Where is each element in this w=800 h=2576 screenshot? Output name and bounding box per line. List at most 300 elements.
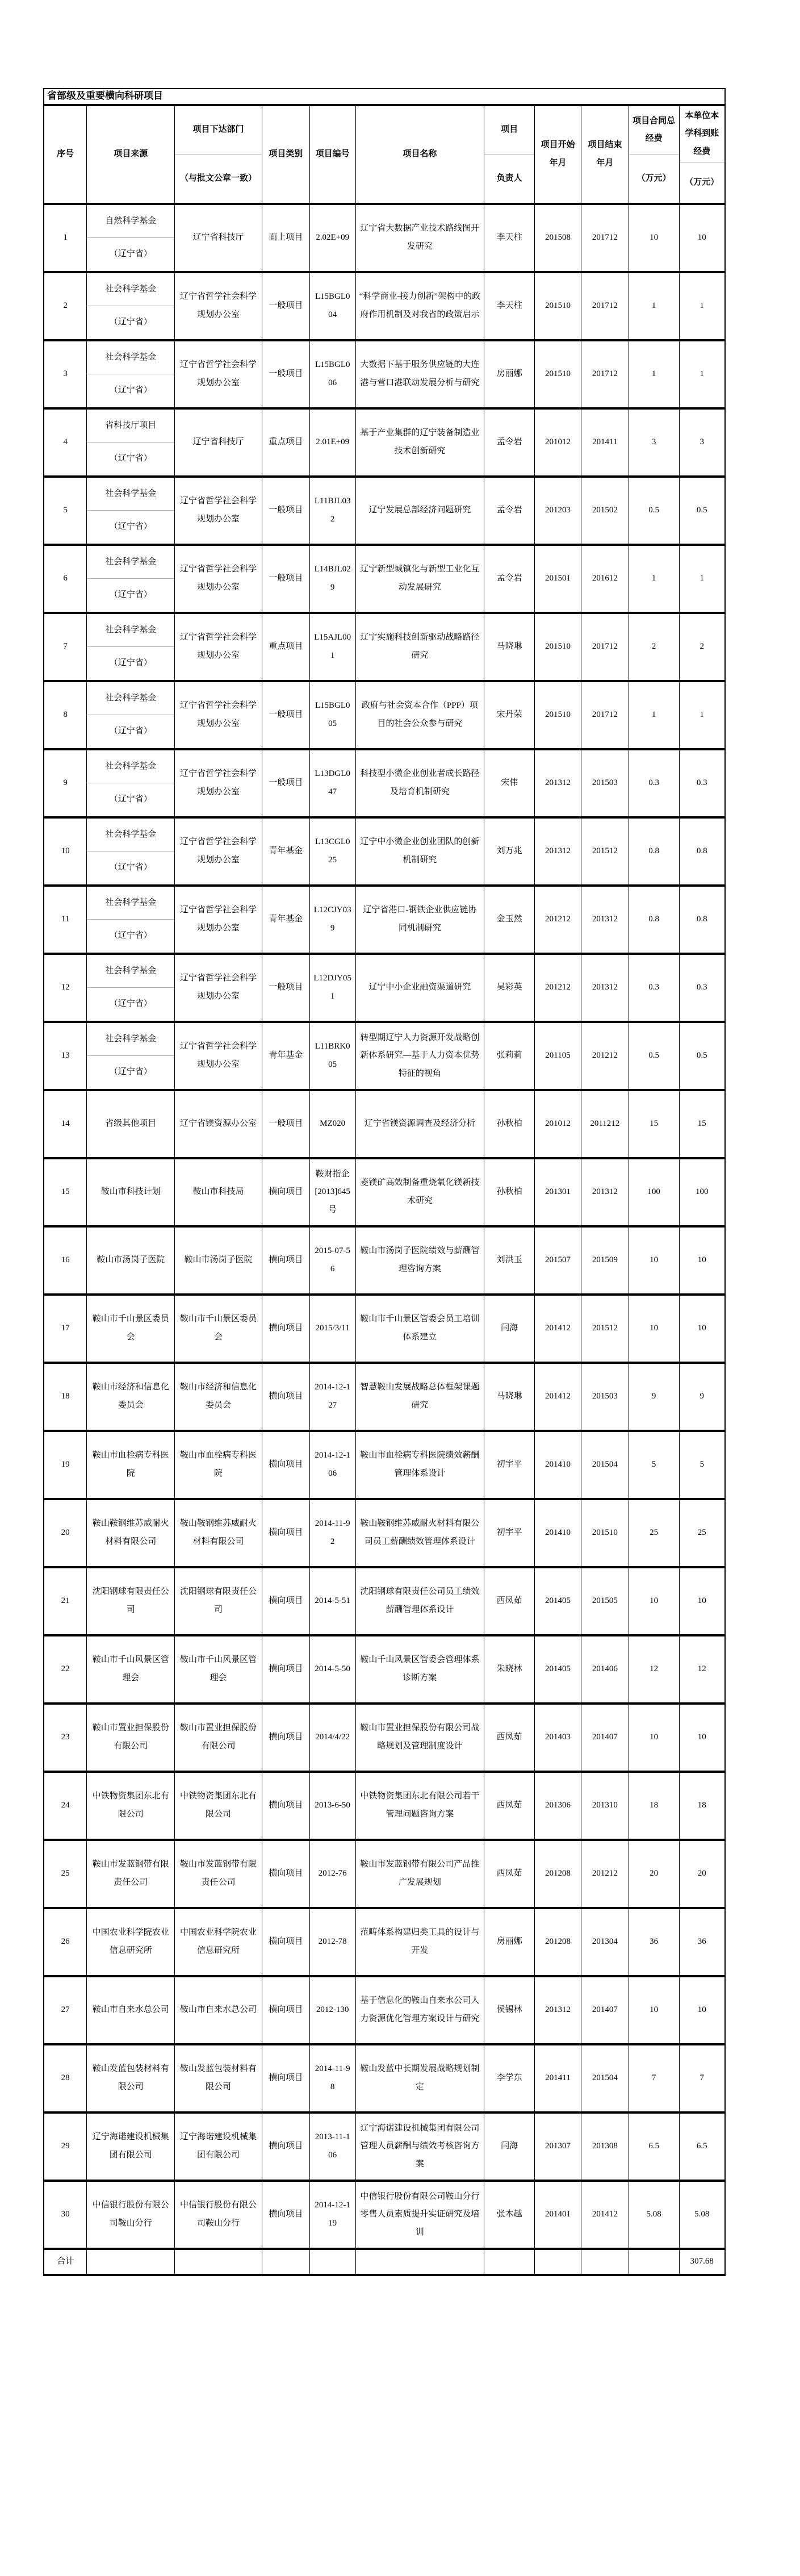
source-line-1: 社会科学基金 xyxy=(105,829,157,839)
cell-number: L13CGL025 xyxy=(309,817,355,886)
cell-seq: 18 xyxy=(44,1363,87,1431)
cell-category: 横向项目 xyxy=(262,2112,309,2181)
cell-dept: 辽宁省科技厅 xyxy=(175,204,262,272)
total-empty-cell xyxy=(262,2249,309,2275)
cell-dept: 辽宁省哲学社会科学规划办公室 xyxy=(175,749,262,817)
cell-number: 2012-78 xyxy=(309,1908,355,1976)
cell-end: 201407 xyxy=(581,1704,629,1772)
cell-number: 2014/4/22 xyxy=(309,1704,355,1772)
cell-name: 鞍山市发蓝钢带有限公司产品推广发展规划 xyxy=(355,1840,484,1908)
col-header-dept-line-1: 项目下达部门 xyxy=(192,125,244,135)
cell-dept: 辽宁省哲学社会科学规划办公室 xyxy=(175,545,262,613)
table-title: 省部级及重要横向科研项目 xyxy=(43,88,726,104)
col-header-name: 项目名称 xyxy=(355,105,484,204)
cell-number: 2014-12-127 xyxy=(309,1363,355,1431)
cell-total: 0.8 xyxy=(629,886,679,954)
cell-total: 36 xyxy=(629,1908,679,1976)
cell-total: 0.3 xyxy=(629,749,679,817)
cell-dept: 辽宁省哲学社会科学规划办公室 xyxy=(175,954,262,1022)
cell-seq: 4 xyxy=(44,408,87,477)
cell-leader: 初宇平 xyxy=(484,1431,535,1499)
cell-received: 5.08 xyxy=(679,2181,725,2249)
cell-start: 201501 xyxy=(535,545,581,613)
cell-total: 10 xyxy=(629,204,679,272)
cell-number: 2014-5-50 xyxy=(309,1635,355,1704)
cell-total: 2 xyxy=(629,613,679,681)
cell-dept: 鞍山市经济和信息化委员会 xyxy=(175,1363,262,1431)
total-empty-cell xyxy=(309,2249,355,2275)
cell-source: 鞍山市置业担保股份有限公司 xyxy=(87,1704,175,1772)
cell-start: 201510 xyxy=(535,681,581,749)
cell-received: 10 xyxy=(679,1704,725,1772)
cell-end: 201712 xyxy=(581,272,629,340)
cell-seq: 22 xyxy=(44,1635,87,1704)
cell-leader: 西凤茹 xyxy=(484,1567,535,1635)
cell-source: 辽宁海诺建设机械集团有限公司 xyxy=(87,2112,175,2181)
cell-total: 10 xyxy=(629,1226,679,1295)
cell-name: 基于产业集群的辽宁装备制造业技术创新研究 xyxy=(355,408,484,477)
cell-total: 18 xyxy=(629,1772,679,1840)
source-line-2: （辽宁省） xyxy=(87,374,174,407)
cell-source: 鞍山市千山景区委员会 xyxy=(87,1295,175,1363)
cell-category: 横向项目 xyxy=(262,1976,309,2044)
col-header-total-line-1: 项目合同总经费 xyxy=(633,116,676,144)
projects-table xyxy=(43,88,726,2276)
projects-table-grid xyxy=(43,104,726,2276)
col-header-category: 项目类别 xyxy=(262,105,309,204)
cell-total: 3 xyxy=(629,408,679,477)
cell-leader: 宋伟 xyxy=(484,749,535,817)
total-empty-cell xyxy=(355,2249,484,2275)
cell-category: 横向项目 xyxy=(262,1226,309,1295)
cell-seq: 27 xyxy=(44,1976,87,2044)
cell-category: 重点项目 xyxy=(262,613,309,681)
cell-name: 基于信息化的鞍山自来水公司人力资源优化管理方案设计与研究 xyxy=(355,1976,484,2044)
source-line-1: 社会科学基金 xyxy=(105,625,157,634)
cell-received: 18 xyxy=(679,1772,725,1840)
cell-number: 2.02E+09 xyxy=(309,204,355,272)
cell-number: L15BGL004 xyxy=(309,272,355,340)
cell-dept: 辽宁省哲学社会科学规划办公室 xyxy=(175,340,262,408)
total-empty-cell xyxy=(581,2249,629,2275)
cell-category: 一般项目 xyxy=(262,954,309,1022)
cell-leader: 刘万兆 xyxy=(484,817,535,886)
cell-category: 横向项目 xyxy=(262,1704,309,1772)
cell-end: 201712 xyxy=(581,613,629,681)
cell-seq: 25 xyxy=(44,1840,87,1908)
cell-received: 6.5 xyxy=(679,2112,725,2181)
cell-total: 1 xyxy=(629,340,679,408)
cell-start: 201208 xyxy=(535,1840,581,1908)
cell-end: 201310 xyxy=(581,1772,629,1840)
cell-seq: 12 xyxy=(44,954,87,1022)
col-header-leader-line-2: 负责人 xyxy=(484,154,534,203)
source-line-2: （辽宁省） xyxy=(87,851,174,884)
cell-end: 201509 xyxy=(581,1226,629,1295)
cell-start: 201401 xyxy=(535,2181,581,2249)
table-row xyxy=(44,477,725,545)
cell-received: 15 xyxy=(679,1090,725,1158)
cell-category: 横向项目 xyxy=(262,1840,309,1908)
cell-seq: 28 xyxy=(44,2044,87,2112)
cell-received: 0.3 xyxy=(679,954,725,1022)
cell-name: 沈阳钢球有限责任公司员工绩效薪酬管理体系设计 xyxy=(355,1567,484,1635)
source-line-1: 社会科学基金 xyxy=(105,1034,157,1043)
cell-source xyxy=(87,272,175,340)
cell-name: 大数据下基于服务供应链的大连港与营口港联动发展分析与研究 xyxy=(355,340,484,408)
cell-name: 鞍山市血栓病专科医院绩效薪酬管理体系设计 xyxy=(355,1431,484,1499)
cell-received: 10 xyxy=(679,204,725,272)
cell-leader: 宋丹荣 xyxy=(484,681,535,749)
cell-dept: 鞍山市千山景区委员会 xyxy=(175,1295,262,1363)
cell-leader: 西凤茹 xyxy=(484,1840,535,1908)
cell-seq: 29 xyxy=(44,2112,87,2181)
cell-number: 鞍财指企[2013]645号 xyxy=(309,1158,355,1226)
col-header-dept-line-2: （与批文公章一致） xyxy=(175,154,262,203)
source-line-1: 社会科学基金 xyxy=(105,761,157,771)
cell-source: 鞍山市发蓝钢带有限责任公司 xyxy=(87,1840,175,1908)
cell-source xyxy=(87,886,175,954)
cell-received: 10 xyxy=(679,1567,725,1635)
cell-leader: 孙秋柏 xyxy=(484,1090,535,1158)
cell-source: 鞍山市千山风景区管理会 xyxy=(87,1635,175,1704)
cell-dept: 辽宁省哲学社会科学规划办公室 xyxy=(175,477,262,545)
cell-name: 辽宁中小企业融资渠道研究 xyxy=(355,954,484,1022)
cell-received: 9 xyxy=(679,1363,725,1431)
cell-number: L12DJY051 xyxy=(309,954,355,1022)
cell-name: 辽宁海诺建设机械集团有限公司管理人员薪酬与绩效考核咨询方案 xyxy=(355,2112,484,2181)
cell-source: 中铁物资集团东北有限公司 xyxy=(87,1772,175,1840)
cell-category: 重点项目 xyxy=(262,408,309,477)
cell-name: 鞍山发蓝中长期发展战略规划制定 xyxy=(355,2044,484,2112)
cell-total: 1 xyxy=(629,545,679,613)
cell-category: 横向项目 xyxy=(262,1908,309,1976)
cell-dept: 辽宁省哲学社会科学规划办公室 xyxy=(175,886,262,954)
cell-seq: 26 xyxy=(44,1908,87,1976)
cell-end: 201308 xyxy=(581,2112,629,2181)
cell-number: 2014-11-92 xyxy=(309,1499,355,1567)
cell-category: 横向项目 xyxy=(262,1363,309,1431)
cell-seq: 23 xyxy=(44,1704,87,1772)
col-header-start: 项目开始年月 xyxy=(535,105,581,204)
cell-seq: 21 xyxy=(44,1567,87,1635)
cell-total: 5 xyxy=(629,1431,679,1499)
cell-seq: 11 xyxy=(44,886,87,954)
source-line-2: （辽宁省） xyxy=(87,237,174,271)
cell-start: 201410 xyxy=(535,1499,581,1567)
cell-seq: 6 xyxy=(44,545,87,613)
total-label: 合计 xyxy=(44,2249,87,2275)
cell-dept: 鞍山市科技局 xyxy=(175,1158,262,1226)
col-header-end: 项目结束年月 xyxy=(581,105,629,204)
cell-dept: 中铁物资集团东北有限公司 xyxy=(175,1772,262,1840)
cell-received: 0.8 xyxy=(679,886,725,954)
cell-total: 0.5 xyxy=(629,1022,679,1090)
cell-source: 省级其他项目 xyxy=(87,1090,175,1158)
cell-source: 中信银行股份有限公司鞍山分行 xyxy=(87,2181,175,2249)
cell-seq: 16 xyxy=(44,1226,87,1295)
cell-total: 9 xyxy=(629,1363,679,1431)
cell-dept: 鞍山市发蓝钢带有限责任公司 xyxy=(175,1840,262,1908)
cell-category: 横向项目 xyxy=(262,1158,309,1226)
cell-seq: 9 xyxy=(44,749,87,817)
cell-name: 辽宁发展总部经济问题研究 xyxy=(355,477,484,545)
cell-leader: 李天柱 xyxy=(484,272,535,340)
col-header-seq: 序号 xyxy=(44,105,87,204)
cell-start: 201212 xyxy=(535,886,581,954)
cell-total: 10 xyxy=(629,1704,679,1772)
cell-source: 鞍山市经济和信息化委员会 xyxy=(87,1363,175,1431)
table-row xyxy=(44,2181,725,2249)
cell-received: 0.5 xyxy=(679,1022,725,1090)
cell-name: “科学商业-接力创新”架构中的政府作用机制及对我省的政策启示 xyxy=(355,272,484,340)
table-row xyxy=(44,1022,725,1090)
cell-start: 201301 xyxy=(535,1158,581,1226)
total-empty-cell xyxy=(175,2249,262,2275)
col-header-total xyxy=(629,105,679,204)
cell-name: 菱镁矿高效制备重烧氧化镁新技术研究 xyxy=(355,1158,484,1226)
cell-received: 10 xyxy=(679,1976,725,2044)
cell-seq: 2 xyxy=(44,272,87,340)
cell-start: 201012 xyxy=(535,408,581,477)
cell-number: 2012-76 xyxy=(309,1840,355,1908)
cell-dept: 鞍山市血栓病专科医院 xyxy=(175,1431,262,1499)
cell-leader: 孟令岩 xyxy=(484,408,535,477)
cell-seq: 1 xyxy=(44,204,87,272)
cell-category: 青年基金 xyxy=(262,817,309,886)
cell-dept: 鞍山市汤岗子医院 xyxy=(175,1226,262,1295)
cell-start: 201208 xyxy=(535,1908,581,1976)
source-line-1: 社会科学基金 xyxy=(105,489,157,498)
cell-end: 201512 xyxy=(581,1295,629,1363)
cell-leader: 西凤茹 xyxy=(484,1704,535,1772)
cell-end: 201406 xyxy=(581,1635,629,1704)
cell-number: 2012-130 xyxy=(309,1976,355,2044)
cell-start: 201410 xyxy=(535,1431,581,1499)
col-header-number: 项目编号 xyxy=(309,105,355,204)
cell-start: 201508 xyxy=(535,204,581,272)
cell-number: 2.01E+09 xyxy=(309,408,355,477)
cell-source: 中国农业科学院农业信息研究所 xyxy=(87,1908,175,1976)
cell-category: 横向项目 xyxy=(262,1295,309,1363)
col-header-received-line-2: （万元） xyxy=(680,162,724,203)
cell-start: 201510 xyxy=(535,340,581,408)
cell-end: 201612 xyxy=(581,545,629,613)
table-row xyxy=(44,1431,725,1499)
source-line-2: （辽宁省） xyxy=(87,919,174,953)
cell-start: 201212 xyxy=(535,954,581,1022)
cell-source: 鞍山鞍钢维苏威耐火材料有限公司 xyxy=(87,1499,175,1567)
cell-seq: 3 xyxy=(44,340,87,408)
source-line-1: 社会科学基金 xyxy=(105,897,157,907)
table-row xyxy=(44,1295,725,1363)
col-header-leader xyxy=(484,105,535,204)
cell-number: MZ020 xyxy=(309,1090,355,1158)
source-line-1: 省科技厅项目 xyxy=(105,420,157,430)
cell-end: 201212 xyxy=(581,1840,629,1908)
table-row xyxy=(44,340,725,408)
cell-start: 201507 xyxy=(535,1226,581,1295)
cell-seq: 20 xyxy=(44,1499,87,1567)
cell-start: 201412 xyxy=(535,1363,581,1431)
cell-source: 鞍山市汤岗子医院 xyxy=(87,1226,175,1295)
cell-start: 201012 xyxy=(535,1090,581,1158)
cell-end: 201504 xyxy=(581,1431,629,1499)
cell-dept: 中信银行股份有限公司鞍山分行 xyxy=(175,2181,262,2249)
cell-category: 青年基金 xyxy=(262,886,309,954)
cell-name: 鞍山鞍钢维苏威耐火材料有限公司员工薪酬绩效管理体系设计 xyxy=(355,1499,484,1567)
cell-dept: 辽宁省哲学社会科学规划办公室 xyxy=(175,272,262,340)
cell-end: 201510 xyxy=(581,1499,629,1567)
cell-total: 0.5 xyxy=(629,477,679,545)
cell-name: 辽宁实施科技创新驱动战略路径研究 xyxy=(355,613,484,681)
table-row xyxy=(44,272,725,340)
cell-source xyxy=(87,749,175,817)
cell-end: 201512 xyxy=(581,817,629,886)
cell-total: 25 xyxy=(629,1499,679,1567)
cell-leader: 李学东 xyxy=(484,2044,535,2112)
table-row xyxy=(44,1363,725,1431)
cell-source: 鞍山市血栓病专科医院 xyxy=(87,1431,175,1499)
cell-number: L15BGL006 xyxy=(309,340,355,408)
table-row xyxy=(44,886,725,954)
table-row xyxy=(44,1840,725,1908)
cell-dept: 鞍山发蓝包装材料有限公司 xyxy=(175,2044,262,2112)
cell-total: 7 xyxy=(629,2044,679,2112)
total-empty-cell xyxy=(87,2249,175,2275)
cell-category: 横向项目 xyxy=(262,2181,309,2249)
cell-number: 2013-6-50 xyxy=(309,1772,355,1840)
source-line-1: 社会科学基金 xyxy=(105,284,157,294)
cell-end: 201504 xyxy=(581,2044,629,2112)
cell-number: L11BRK005 xyxy=(309,1022,355,1090)
cell-start: 201510 xyxy=(535,613,581,681)
table-row xyxy=(44,613,725,681)
cell-dept: 中国农业科学院农业信息研究所 xyxy=(175,1908,262,1976)
cell-start: 201307 xyxy=(535,2112,581,2181)
cell-leader: 侯锡林 xyxy=(484,1976,535,2044)
cell-start: 201306 xyxy=(535,1772,581,1840)
source-line-2: （辽宁省） xyxy=(87,578,174,612)
source-line-2: （辽宁省） xyxy=(87,510,174,544)
table-row xyxy=(44,1567,725,1635)
table-row xyxy=(44,408,725,477)
cell-name: 中信银行股份有限公司鞍山分行零售人员素质提升实证研究及培训 xyxy=(355,2181,484,2249)
cell-end: 201502 xyxy=(581,477,629,545)
cell-source xyxy=(87,477,175,545)
cell-start: 201411 xyxy=(535,2044,581,2112)
cell-dept: 辽宁省哲学社会科学规划办公室 xyxy=(175,1022,262,1090)
cell-end: 201304 xyxy=(581,1908,629,1976)
source-line-2: （辽宁省） xyxy=(87,783,174,816)
cell-number: 2014-12-106 xyxy=(309,1431,355,1499)
col-header-source: 项目来源 xyxy=(87,105,175,204)
cell-name: 鞍山千山风景区管委会管理体系诊断方案 xyxy=(355,1635,484,1704)
cell-source: 沈阳钢球有限责任公司 xyxy=(87,1567,175,1635)
cell-number: L12CJY039 xyxy=(309,886,355,954)
cell-source xyxy=(87,204,175,272)
cell-seq: 8 xyxy=(44,681,87,749)
cell-dept: 鞍山市自来水总公司 xyxy=(175,1976,262,2044)
cell-seq: 19 xyxy=(44,1431,87,1499)
cell-total: 6.5 xyxy=(629,2112,679,2181)
table-row xyxy=(44,749,725,817)
cell-leader: 西凤茹 xyxy=(484,1772,535,1840)
cell-end: 201312 xyxy=(581,954,629,1022)
cell-received: 3 xyxy=(679,408,725,477)
cell-seq: 15 xyxy=(44,1158,87,1226)
cell-leader: 房丽娜 xyxy=(484,340,535,408)
cell-received: 0.8 xyxy=(679,817,725,886)
cell-dept: 鞍山市千山风景区管理会 xyxy=(175,1635,262,1704)
cell-number: L15AJL001 xyxy=(309,613,355,681)
cell-end: 201212 xyxy=(581,1022,629,1090)
cell-name: 鞍山市置业担保股份有限公司战略规划及管理制度设计 xyxy=(355,1704,484,1772)
cell-seq: 17 xyxy=(44,1295,87,1363)
cell-total: 15 xyxy=(629,1090,679,1158)
cell-name: 范畴体系构建归类工具的设计与开发 xyxy=(355,1908,484,1976)
cell-received: 25 xyxy=(679,1499,725,1567)
cell-leader: 李天柱 xyxy=(484,204,535,272)
source-line-2: （辽宁省） xyxy=(87,1055,174,1089)
table-row xyxy=(44,545,725,613)
source-line-1: 社会科学基金 xyxy=(105,352,157,362)
cell-leader: 孙秋柏 xyxy=(484,1158,535,1226)
table-row xyxy=(44,1976,725,2044)
cell-leader: 张本越 xyxy=(484,2181,535,2249)
cell-number: L11BJL032 xyxy=(309,477,355,545)
cell-name: 智慧鞍山发展战略总体框架课题研究 xyxy=(355,1363,484,1431)
cell-number: 2015/3/11 xyxy=(309,1295,355,1363)
cell-received: 20 xyxy=(679,1840,725,1908)
cell-category: 一般项目 xyxy=(262,340,309,408)
cell-seq: 14 xyxy=(44,1090,87,1158)
cell-category: 横向项目 xyxy=(262,1431,309,1499)
cell-number: 2015-07-56 xyxy=(309,1226,355,1295)
cell-category: 一般项目 xyxy=(262,545,309,613)
table-row xyxy=(44,2044,725,2112)
source-line-2: （辽宁省） xyxy=(87,715,174,748)
cell-end: 201411 xyxy=(581,408,629,477)
cell-leader: 张莉莉 xyxy=(484,1022,535,1090)
cell-name: 转型期辽宁人力资源开发战略创新体系研究—基于人力资本优势特征的视角 xyxy=(355,1022,484,1090)
cell-category: 一般项目 xyxy=(262,477,309,545)
table-row xyxy=(44,1704,725,1772)
cell-number: L13DGL047 xyxy=(309,749,355,817)
table-row xyxy=(44,817,725,886)
col-header-received-line-1: 本单位本学科到账经费 xyxy=(685,111,719,156)
cell-number: 2014-5-51 xyxy=(309,1567,355,1635)
cell-start: 201403 xyxy=(535,1704,581,1772)
cell-leader: 闫海 xyxy=(484,1295,535,1363)
cell-leader: 孟令岩 xyxy=(484,545,535,613)
source-line-1: 自然科学基金 xyxy=(105,216,157,226)
cell-total: 10 xyxy=(629,1976,679,2044)
table-row xyxy=(44,954,725,1022)
table-row xyxy=(44,681,725,749)
cell-category: 青年基金 xyxy=(262,1022,309,1090)
cell-category: 横向项目 xyxy=(262,1635,309,1704)
cell-dept: 沈阳钢球有限责任公司 xyxy=(175,1567,262,1635)
cell-seq: 13 xyxy=(44,1022,87,1090)
cell-number: L15BGL005 xyxy=(309,681,355,749)
cell-received: 2 xyxy=(679,613,725,681)
cell-category: 一般项目 xyxy=(262,681,309,749)
cell-start: 201405 xyxy=(535,1567,581,1635)
col-header-received xyxy=(679,105,725,204)
cell-start: 201312 xyxy=(535,817,581,886)
cell-name: 辽宁中小微企业创业团队的创新机制研究 xyxy=(355,817,484,886)
